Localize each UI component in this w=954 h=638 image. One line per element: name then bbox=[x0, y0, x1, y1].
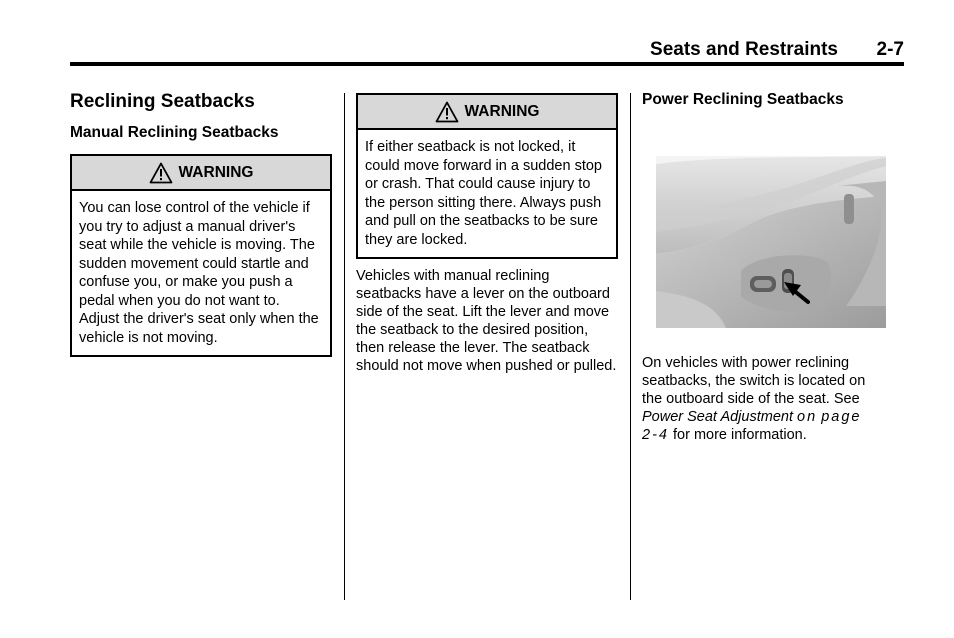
column-2 bbox=[356, 93, 618, 375]
paragraph-text-end: for more information. bbox=[668, 427, 807, 443]
warning-text: You can lose control of the vehicle if you try to adjust a manual driver's seat while the vehicle is moving. The sudden movement could startle and confuse you, or make you push a pedal when you do not want to. Adjust the driver's seat only when the vehicle is not moving. bbox=[79, 200, 319, 346]
section-title: Seats and Restraints bbox=[650, 39, 838, 60]
warning-label: WARNING bbox=[464, 102, 540, 120]
warning-box bbox=[356, 93, 618, 259]
warning-header bbox=[358, 95, 616, 130]
seat-switch-photo bbox=[656, 156, 886, 328]
paragraph-text: On vehicles with power reclining seatbacks, the switch is located on the outboard side of the seat. See bbox=[642, 355, 866, 407]
warning-text: If either seatback is not locked, it could move forward in a sudden stop or crash. That could cause injury to the person sitting there. Always push and pull on the seatbacks to be sure they are locked. bbox=[365, 139, 602, 248]
column-1 bbox=[70, 90, 332, 357]
warning-label: WARNING bbox=[178, 163, 254, 181]
column-divider bbox=[344, 93, 345, 600]
warning-box bbox=[70, 154, 332, 357]
power-reclining-paragraph bbox=[642, 354, 882, 444]
page-header bbox=[70, 38, 904, 66]
cross-reference-title: Power Seat Adjustment bbox=[642, 409, 793, 425]
page-number: 2-7 bbox=[876, 39, 904, 60]
column-divider bbox=[630, 93, 631, 600]
heading-power-reclining: Power Reclining Seatbacks bbox=[642, 91, 844, 108]
warning-header bbox=[72, 156, 330, 191]
subheading-manual-reclining: Manual Reclining Seatbacks bbox=[70, 124, 279, 141]
manual-reclining-paragraph: Vehicles with manual reclining seatbacks have a lever on the outboard side of the seat. Lift the lever and move the seatback to the desired position, then release the lever. The seatback should not move when pushed or pulled. bbox=[356, 268, 617, 374]
cross-reference-on: on bbox=[797, 409, 818, 425]
cross-reference-page: page 2-4 bbox=[642, 409, 862, 443]
warning-triangle-icon bbox=[435, 101, 459, 123]
warning-triangle-icon bbox=[149, 162, 173, 184]
heading-reclining-seatbacks: Reclining Seatbacks bbox=[70, 91, 255, 112]
